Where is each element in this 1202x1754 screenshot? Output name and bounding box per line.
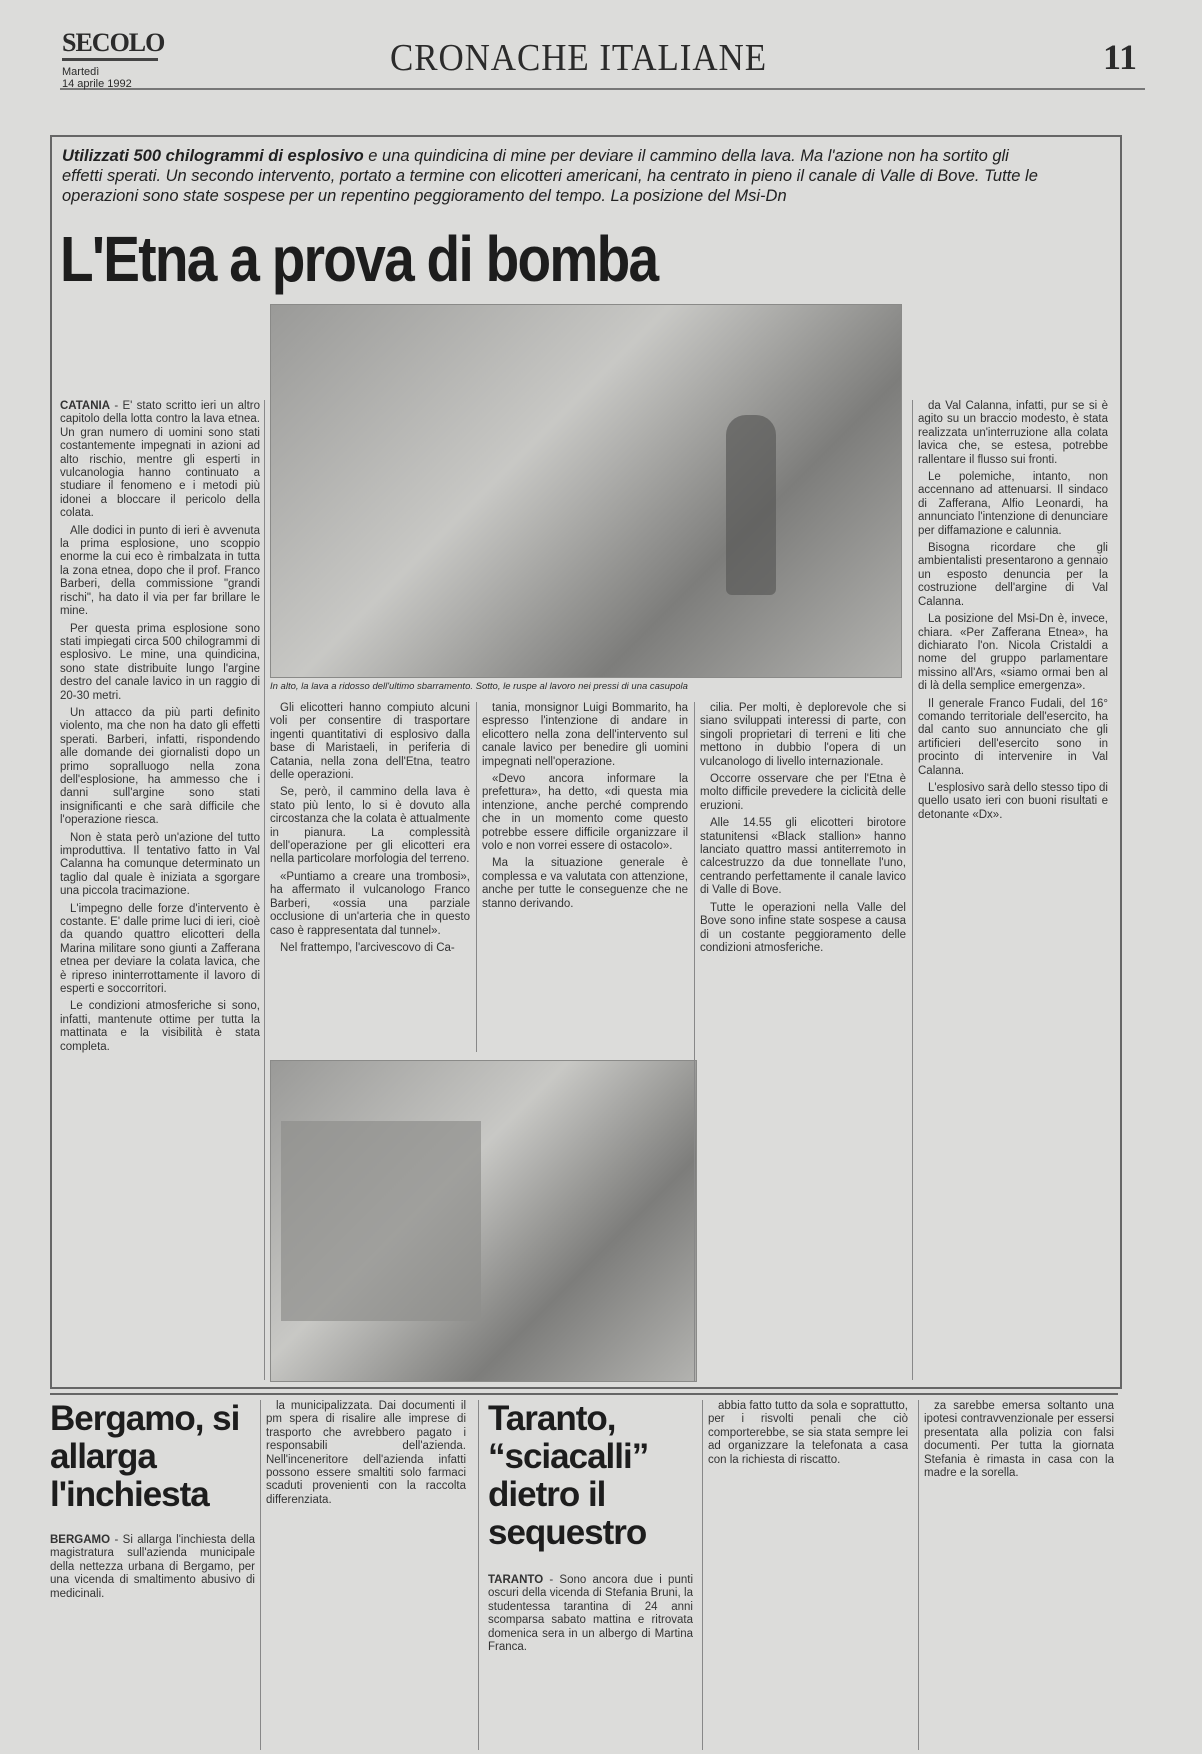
paragraph: abbia fatto tutto da sola e soprattutto, per i risvolti penali che ciò comporterebbe, se sia stata sempre lei ad organizzare la telefonata a casa con la richiesta di riscatto. xyxy=(708,1400,908,1466)
paragraph: Nel frattempo, l'arcivescovo di Ca- xyxy=(280,941,455,954)
paragraph: L'impegno delle forze d'intervento è costante. E' dalle prime luci di ieri, cioè da quando quattro elicotteri della Marina militare sono giunti a Zafferana etnea per deviare la colata lavica, che è ripreso ininterrottamente il lavoro di esperti e soccorritori. xyxy=(60,902,260,996)
paragraph: Un attacco da più parti definito violento, ma che non ha dato gli effetti sperati. Barberi, infatti, rispondendo alle domande dei giornalisti dopo un primo sopralluogo nella zona dell'esplosione, ha ammesso che i danni sull'argine sono stati insignificanti e che sarà difficile che l'operazione riesca. xyxy=(60,706,260,827)
article-column-1 xyxy=(60,400,260,1385)
bergamo-column-1 xyxy=(50,1534,255,1749)
kicker-text: e una quindicina di mine per deviare il cammino della lava. Ma l'azione non ha sortito gli effetti sperati. Un secondo intervento, portato a termine con elicotteri americani, ha centrato in pieno il canale di Valle di Bove. Tutte le operazioni sono state sospese per un repentino peggioramento del tempo. La posizione del Msi-Dn xyxy=(62,147,1038,205)
paragraph: Occorre osservare che per l'Etna è molto difficile prevedere la ciclicità delle eruzioni. xyxy=(700,773,906,812)
paragraph: cilia. Per molti, è deplorevole che si siano sviluppati interessi di parte, con singoli proprietari di terreni e liti che mettono in dubbio l'opera di un vulcanologo di livello internazionale. xyxy=(700,702,906,768)
article-headline: L'Etna a prova di bomba xyxy=(60,223,658,295)
paragraph: Gli elicotteri hanno compiuto alcuni voli per consentire di trasportare ingenti quantitativi di esplosivo dalla base di Maristaeli, in periferia di Catania, nella zona dell'Etna, teatro delle operazioni. xyxy=(270,702,470,782)
article-kicker xyxy=(62,146,1052,206)
paragraph: Tutte le operazioni nella Valle del Bove sono infine state sospese a causa di un costante peggioramento delle condizioni atmosferiche. xyxy=(700,901,906,954)
column-text: - Sono ancora due i punti oscuri della vicenda di Stefania Bruni, la studentessa tarantina di 24 anni scomparsa sabato mattina e ritrovata domenica sera in un albergo di Martina Franca. xyxy=(488,1574,693,1654)
column-text: - Si allarga l'inchiesta della magistratura sull'azienda municipale della nettezza urbana di Bergamo, per una vicenda di smaltimento abusivo di medicinali. xyxy=(50,1534,255,1600)
article-column-2 xyxy=(270,702,470,1052)
column-rule xyxy=(264,400,265,1380)
bergamo-headline: Bergamo, si allarga l'inchiesta xyxy=(50,1399,240,1514)
section-title: CRONACHE ITALIANE xyxy=(390,37,767,79)
paragraph: Le condizioni atmosferiche si sono, infatti, mantenute ottime per tutta la mattinata e la visibilità è stata completa. xyxy=(60,1000,260,1053)
article-column-3 xyxy=(482,702,688,1052)
lava-photo xyxy=(270,304,902,678)
paragraph: tania, monsignor Luigi Bommarito, ha espresso l'intenzione di andare in elicottero nella zona dell'intervento sul canale lavico per benedire gli uomini impegnati nell'operazione. xyxy=(482,702,688,768)
paragraph: L'esplosivo sarà dello stesso tipo di quello usato ieri con buoni risultati e detonante «Dx». xyxy=(918,781,1108,821)
paragraph: Ma la situazione generale è complessa e va valutata con attenzione, anche per tutte le conseguenze che ne stanno derivando. xyxy=(482,857,688,910)
column-rule xyxy=(702,1400,703,1750)
hut-figure xyxy=(281,1121,481,1321)
paragraph: Alle dodici in punto di ieri è avvenuta la prima esplosione, uno scoppio enorme la cui eco è rimbalzata in tutta la zona etnea, dopo che il prof. Franco Barberi, della commissione "grandi rischi", ha dato il via per far brillare le mine. xyxy=(60,524,260,618)
paragraph: Se, però, il cammino della lava è stato più lento, lo si è dovuto alla circostanza che la colata è attualmente in pianura. La complessità dell'operazione per gli elicotteri era nella particolare morfologia del terreno. xyxy=(270,786,470,866)
kicker-bold: Utilizzati 500 chilogrammi di esplosivo xyxy=(62,147,364,165)
paragraph: la municipalizzata. Dai documenti il pm spera di risalire alle imprese di trasporto che avrebbero pagato i responsabili dell'azienda. Nell'inceneritore dell'azienda infatti possono essere smaltiti solo farmaci scaduti provenienti con la raccolta differenziata. xyxy=(266,1400,466,1506)
paragraph: La posizione del Msi-Dn è, invece, chiara. «Per Zafferana Etnea», ha dichiarato l'on. Nicola Cristaldi a nome del gruppo parlamentare missino all'Ars, «siamo ormai ben al di là della semplice emergenza». xyxy=(918,613,1108,693)
issue-date-text: 14 aprile 1992 xyxy=(62,78,132,90)
column-text: - E' stato scritto ieri un altro capitolo della lotta contro la lava etnea. Un gran numero di uomini sono stati costantemente impegnati in azioni ad alto rischio, mentre gli esperti in vulcanologia hanno continuato a studiare il fenomeno e i metodi più idonei a bloccare il pericolo della colata. xyxy=(60,400,260,520)
section-divider xyxy=(50,1393,1118,1395)
paragraph: Non è stata però un'azione del tutto improduttiva. Il tentativo fatto in Val Calanna ha comunque determinato un taglio dal quale è iniziata a sgorgare una piccola tracimazione. xyxy=(60,831,260,898)
taranto-column-2 xyxy=(708,1400,908,1750)
logo-underline xyxy=(62,58,158,61)
paragraph: Alle 14.55 gli elicotteri birotore statunitensi «Black stallion» hanno lanciato quattro massi antiterremoto in calcestruzzo da due tonnellate l'uno, centrando perfettamente il canale lavico di Valle di Bove. xyxy=(700,817,906,897)
column-rule xyxy=(694,702,695,1382)
masthead xyxy=(60,22,1145,90)
column-rule xyxy=(260,1400,261,1750)
column-rule xyxy=(918,1400,919,1750)
newspaper-logo: SECOLO xyxy=(62,28,165,57)
taranto-column-3 xyxy=(924,1400,1114,1750)
photo-caption: In alto, la lava a ridosso dell'ultimo sbarramento. Sotto, le ruspe al lavoro nei pressi di una casupola xyxy=(270,681,688,692)
paragraph: «Puntiamo a creare una trombosi», ha affermato il vulcanologo Franco Barberi, «ossia una parziale occlusione di un'arteria che in questo caso è rappresentata dal tunnel». xyxy=(270,870,470,937)
article-column-4 xyxy=(700,702,906,1382)
taranto-column-1 xyxy=(488,1574,693,1749)
bergamo-column-2 xyxy=(266,1400,466,1750)
dateline: TARANTO xyxy=(488,1574,544,1586)
dateline: BERGAMO xyxy=(50,1534,111,1546)
paragraph: Per questa prima esplosione sono stati impiegati circa 500 chilogrammi di esplosivo. Le mine, una quindicina, sono state distribuite lungo l'argine destro del canale lavico in un raggio di 20-30 metri. xyxy=(60,622,260,702)
bulldozer-photo xyxy=(270,1060,697,1382)
page-number: 11 xyxy=(1102,37,1137,77)
paragraph: Le polemiche, intanto, non accennano ad attenuarsi. Il sindaco di Zafferana, Alfio Leonardi, ha annunciato l'intenzione di denunciare per diffamazione e calunnia. xyxy=(918,471,1108,537)
dateline: CATANIA xyxy=(60,400,111,412)
paragraph: da Val Calanna, infatti, pur se si è agito su un braccio modesto, è stata realizzata un'interruzione alla colata lavica che, se estesa, potrebbe rallentare il flusso sui fronti. xyxy=(918,400,1108,466)
paragraph: za sarebbe emersa soltanto una ipotesi contravvenzionale per essersi presentata alla polizia con falsi documenti. Per tutta la giornata Stefania è rimasta in casa con la madre e la sorella. xyxy=(924,1400,1114,1480)
person-figure xyxy=(726,415,776,595)
column-rule xyxy=(912,400,913,1380)
paragraph: «Devo ancora informare la prefettura», ha detto, «di questa mia intenzione, anche perché comprendo che in un momento come questo potrebbe essere difficile organizzare il volo e non vorrei essere di ostacolo». xyxy=(482,773,688,853)
paragraph: Bisogna ricordare che gli ambientalisti presentarono a gennaio un esposto denuncia per la costruzione dell'argine di Val Calanna. xyxy=(918,542,1108,608)
article-column-5 xyxy=(918,400,1108,1380)
paragraph: Il generale Franco Fudali, del 16° comando territoriale dell'esercito, ha dal canto suo annunciato che gli artificieri dell'esercito sono in procinto di intervenire in Val Calanna. xyxy=(918,697,1108,777)
issue-date xyxy=(62,66,132,90)
column-rule xyxy=(476,702,477,1052)
issue-day: Martedì xyxy=(62,66,100,78)
column-rule xyxy=(478,1400,479,1750)
taranto-headline: Taranto, “sciacalli” dietro il sequestro xyxy=(488,1399,649,1552)
